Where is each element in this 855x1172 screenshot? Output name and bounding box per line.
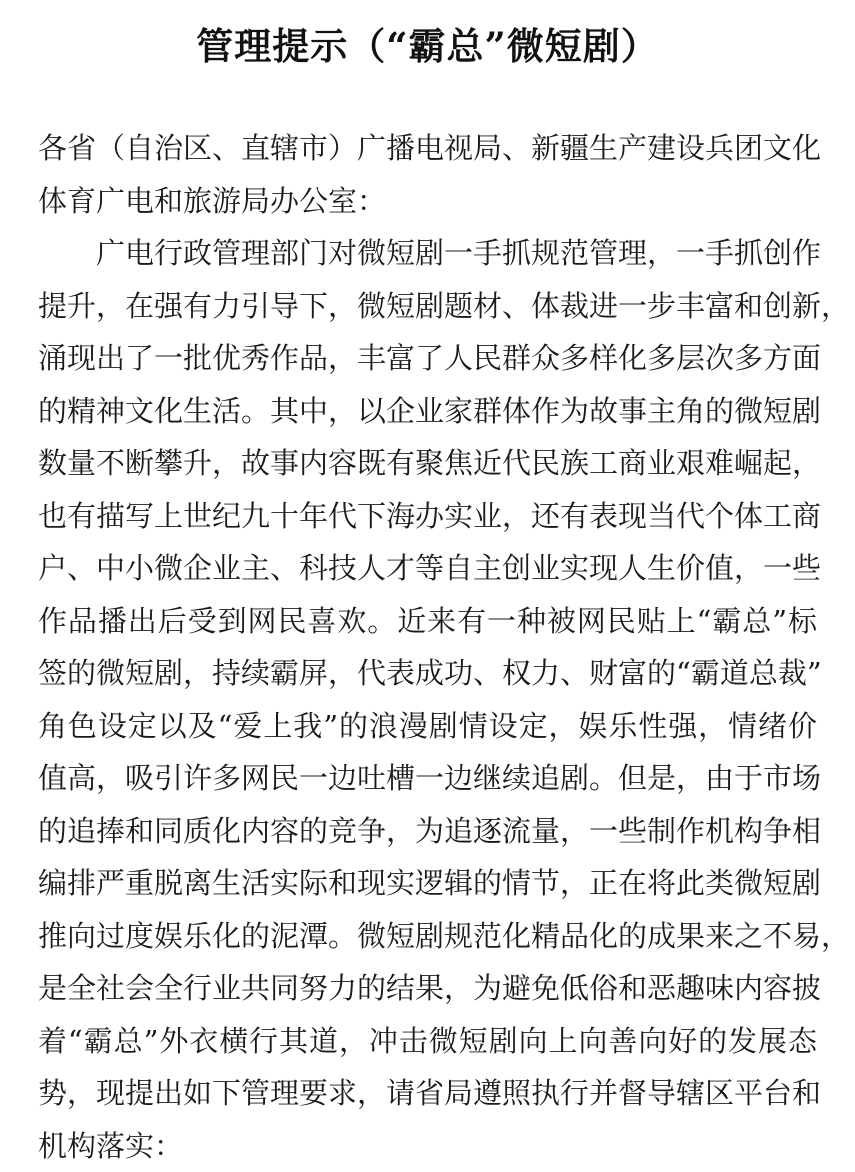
paragraph-line: 势，现提出如下管理要求，请省局遵照执行并督导辖区平台和 <box>38 1067 817 1120</box>
salutation-line: 各省（自治区、直辖市）广播电视局、新疆生产建设兵团文化 <box>38 122 817 175</box>
paragraph-line: 广电行政管理部门对微短剧一手抓规范管理，一手抓创作 <box>38 227 817 280</box>
paragraph-line: 提升，在强有力引导下，微短剧题材、体裁进一步丰富和创新， <box>38 280 817 333</box>
document-body <box>38 122 817 1172</box>
paragraph-line: 推向过度娱乐化的泥潭。微短剧规范化精品化的成果来之不易， <box>38 910 817 963</box>
paragraph-line: 值高，吸引许多网民一边吐槽一边继续追剧。但是，由于市场 <box>38 752 817 805</box>
paragraph-line: 编排严重脱离生活实际和现实逻辑的情节，正在将此类微短剧 <box>38 857 817 910</box>
paragraph-line: 涌现出了一批优秀作品，丰富了人民群众多样化多层次多方面 <box>38 332 817 385</box>
paragraph-line: 也有描写上世纪九十年代下海办实业，还有表现当代个体工商 <box>38 490 817 543</box>
paragraph-line: 着“霸总”外衣横行其道，冲击微短剧向上向善向好的发展态 <box>38 1015 817 1068</box>
document-title: 管理提示（“霸总”微短剧） <box>38 0 817 76</box>
paragraph-line: 的精神文化生活。其中，以企业家群体作为故事主角的微短剧 <box>38 385 817 438</box>
paragraph-line: 户、中小微企业主、科技人才等自主创业实现人生价值，一些 <box>38 542 817 595</box>
paragraph-line: 作品播出后受到网民喜欢。近来有一种被网民贴上“霸总”标 <box>38 595 817 648</box>
paragraph-line: 的追捧和同质化内容的竞争，为追逐流量，一些制作机构争相 <box>38 805 817 858</box>
paragraph-line: 是全社会全行业共同努力的结果，为避免低俗和恶趣味内容披 <box>38 962 817 1015</box>
paragraph-line: 角色设定以及“爱上我”的浪漫剧情设定，娱乐性强，情绪价 <box>38 700 817 753</box>
salutation-line: 体育广电和旅游局办公室： <box>38 175 817 228</box>
paragraph-line: 数量不断攀升，故事内容既有聚焦近代民族工商业艰难崛起， <box>38 437 817 490</box>
paragraph-line: 机构落实： <box>38 1120 817 1172</box>
paragraph-line: 签的微短剧，持续霸屏，代表成功、权力、财富的“霸道总裁” <box>38 647 817 700</box>
